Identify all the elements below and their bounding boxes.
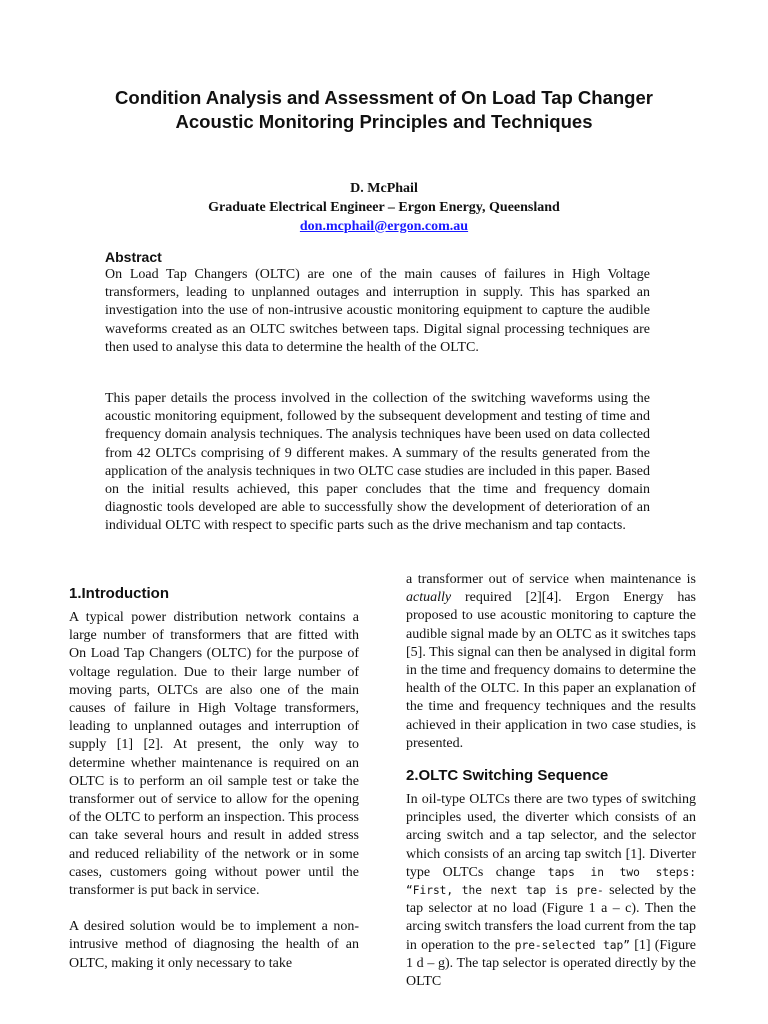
section-2-quote-end: pre-selected tap” [514, 938, 630, 952]
author-name: D. McPhail [350, 181, 418, 196]
right-column [406, 571, 696, 991]
abstract-paragraph-2: This paper details the process involved in the collection of the switching waveforms using the acoustic monitoring equipment, followed by the subsequent development and testing of time and frequency domain analysis techniques. The analysis techniques have been used on data collected from 42 OLTCs comprising of 9 different makes. A summary of the results generated from the application of the analysis techniques in two OLTC case studies are included in this paper. Based on the initial results achieved, this paper concludes that the time and frequency domain diagnostic tools developed are able to successfully show the development of deterioration of an individual OLTC with respect to specific parts such as the drive mechanism and tap contacts. [105, 391, 650, 534]
section-2-heading: 2.OLTC Switching Sequence [406, 767, 609, 785]
section-2-text-middle: selected by the tap selector at no load (Figure 1 a – c). Then the arcing switch transfers the load current from the tap in operation to the [406, 883, 697, 953]
section-2-text-start: In oil-type OLTCs there are two types of switching principles used, the diverter which consists of an arcing switch and a tap selector, and the selector which consists of an arcing tap switch [1]. Diverter type OLTCs change [406, 792, 696, 880]
introduction-continuation [406, 571, 696, 753]
abstract-paragraph-1: On Load Tap Changers (OLTC) are one of the main causes of failures in High Voltage transformers, leading to unplanned outages and interruption in supply. This has sparked an investigation into the use of non-intrusive acoustic monitoring equipment to capture the audible waveforms created as an OLTC switches between taps. Digital signal processing techniques are then used to analyse this data to determine the health of the OLTC. [105, 267, 650, 355]
continuation-text-end: required [2][4]. Ergon Energy has proposed to use acoustic monitoring to capture the audible signal made by an OLTC as it switches taps [5]. This signal can then be analysed in digital form in the time and frequency domains to determine the health of the OLTC. In this paper an explanation of the time and frequency techniques and the results achieved in their application in two case studies, is presented. [406, 590, 696, 751]
section-2-quote-start: taps in two steps: “First, the next tap is pre- [406, 865, 696, 898]
continuation-text-start: a transformer out of service when maintenance is [406, 572, 696, 587]
author-affiliation: Graduate Electrical Engineer – Ergon Energy, Queensland [208, 200, 560, 215]
abstract-heading: Abstract [105, 249, 162, 265]
section-2-text-end: [1] (Figure 1 d – g). The tap selector is operated directly by the OLTC [406, 937, 696, 990]
introduction-paragraph-2: A desired solution would be to implement a non-intrusive method of diagnosing the health of an OLTC, making it only necessary to take [69, 919, 359, 971]
section-2-paragraph [406, 791, 696, 991]
left-column [69, 585, 359, 973]
author-email-link[interactable]: don.mcphail@ergon.com.au [299, 219, 469, 234]
paper-title: Condition Analysis and Assessment of On Load Tap Changer Acoustic Monitoring Principles and Techniques [115, 87, 653, 132]
continuation-emphasis: actually [406, 590, 452, 606]
introduction-heading: 1.Introduction [69, 585, 169, 602]
introduction-paragraph-1: A typical power distribution network contains a large number of transformers that are fitted with On Load Tap Changers (OLTC) for the purpose of voltage regulation. Due to their large number of moving parts, OLTCs are also one of the main causes of failure in High Voltage transformers, leading to unplanned outages and interruption of supply [1] [2]. At present, the only way to determine whether maintenance is required on an OLTC is to perform an oil sample test or take the transformer out of service to allow for the opening of the OLTC to perform an inspection. This process can take several hours and result in added stress and reduced reliability of the network or in some cases, customers going without power until the transformer is put back in service. [69, 610, 359, 899]
author-block [100, 179, 668, 236]
